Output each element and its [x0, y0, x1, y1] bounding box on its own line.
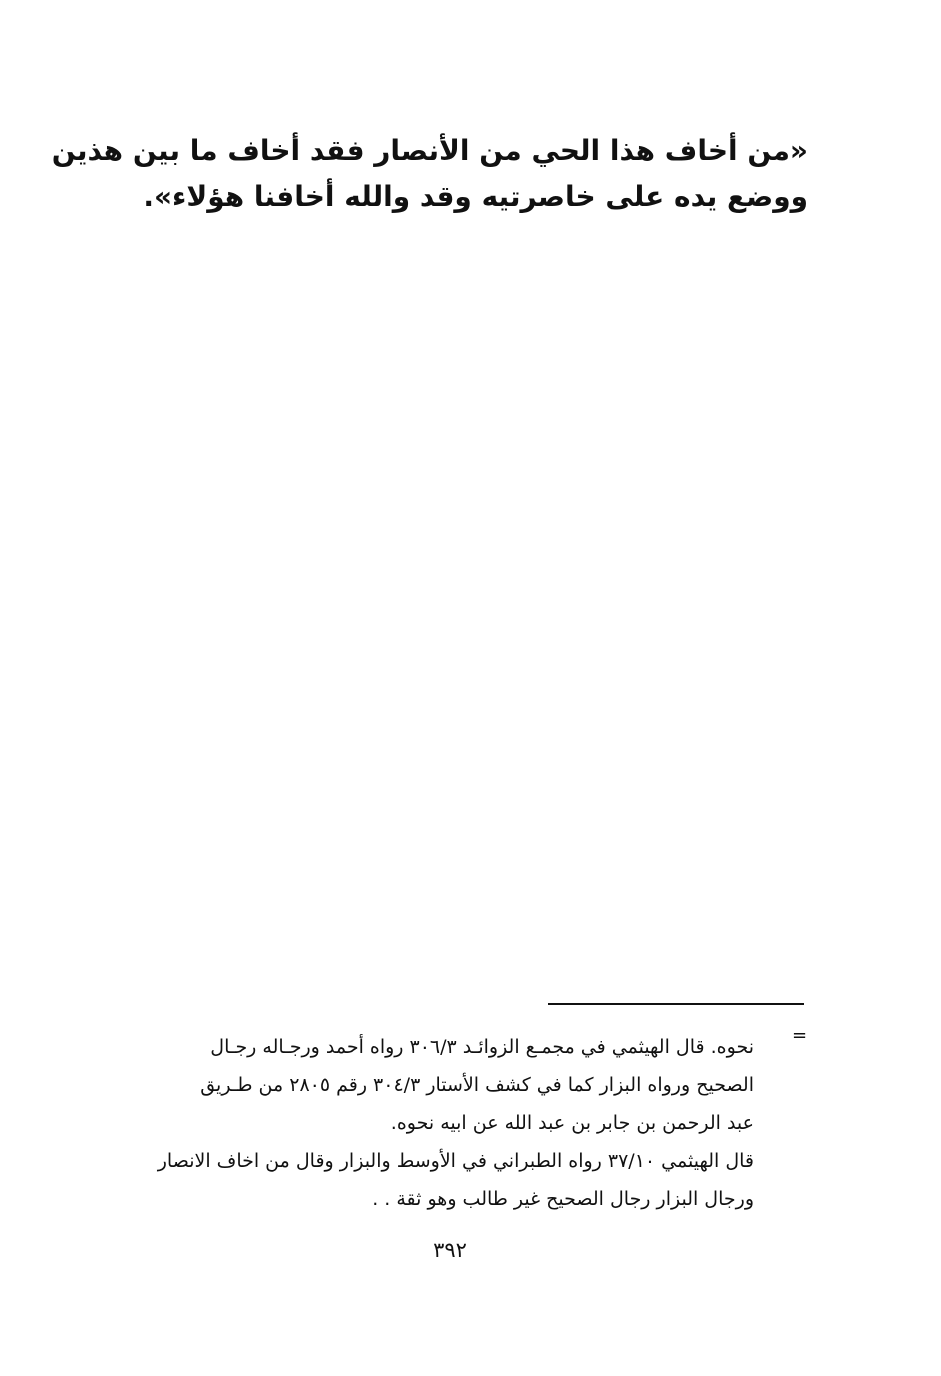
page-number: ٣٩٢	[433, 1238, 467, 1262]
footnotes-block	[126, 1028, 754, 1218]
footnote-line: قال الهيثمي ٣٧/١٠ رواه الطبراني في الأوسط والبزار وقال من اخاف الانصار	[157, 1150, 754, 1172]
footnote-line: عبد الرحمن بن جابر بن عبد الله عن ابيه نحوه.	[390, 1112, 754, 1134]
main-text-line: «من أخاف هذا الحي من الأنصار فقد أخاف ما بين هذين	[51, 134, 808, 167]
main-text-line: ووضع يده على خاصرتيه وقد والله أخافنا هؤلاء».	[143, 180, 808, 213]
footnote-line: ورجال البزار رجال الصحيح غير طالب وهو ثقة . .	[372, 1188, 754, 1210]
footnote-line: نحوه. قال الهيثمي في مجمـع الزوائـد ٣٠٦/٣ رواه أحمد ورجـاله رجـال	[210, 1036, 754, 1058]
footnote-line: الصحيح ورواه البزار كما في كشف الأستار ٣٠٤/٣ رقم ٢٨٠٥ من طـريق	[200, 1074, 754, 1096]
footnote-separator-rule	[548, 1003, 804, 1005]
main-text-block	[51, 128, 808, 220]
footnote-continuation-marker: =	[792, 1025, 808, 1046]
